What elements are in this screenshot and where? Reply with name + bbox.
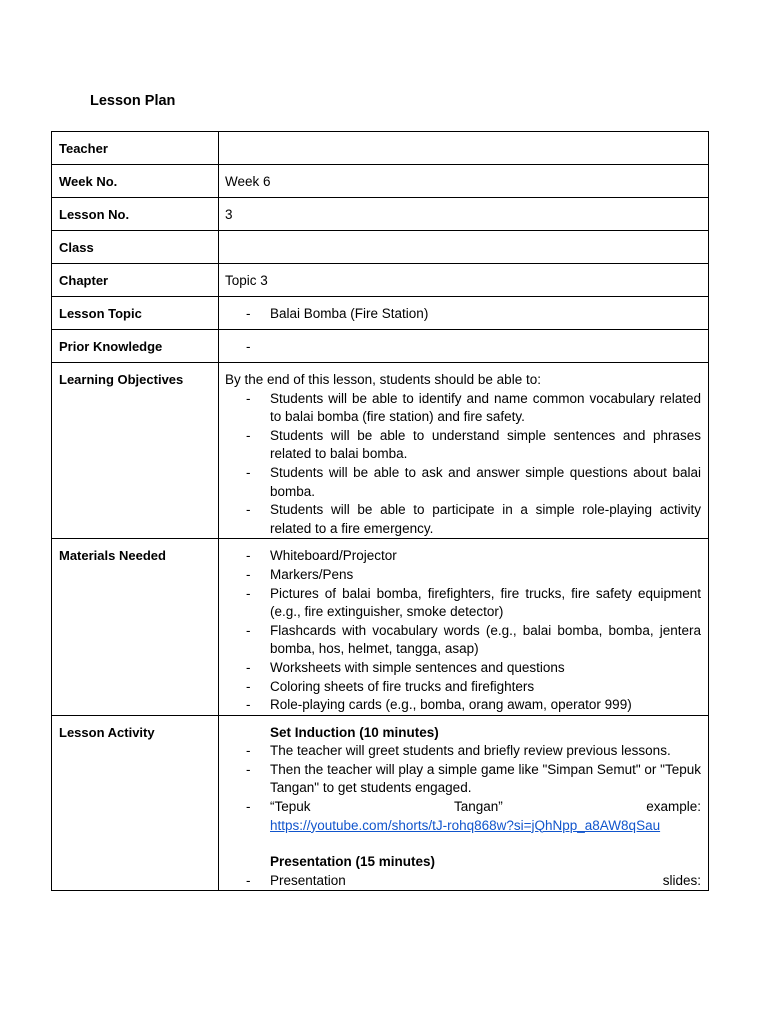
list-item (225, 798, 701, 835)
row-label: Week No. (52, 165, 219, 198)
row-label: Chapter (52, 264, 219, 297)
row-label: Learning Objectives (52, 363, 219, 539)
list-item: - Role-playing cards (e.g., bomba, orang awam, operator 999) (225, 696, 701, 715)
table-row (52, 165, 709, 198)
lesson-no-value: 3 (219, 198, 709, 231)
lesson-plan-table (51, 131, 709, 891)
presentation-word: slides: (662, 872, 701, 888)
materials-value (219, 539, 709, 715)
table-row (52, 231, 709, 264)
list-item: - Flashcards with vocabulary words (e.g., balai bomba, bomba, jentera bomba, hos, helmet, tangga, asap) (225, 622, 701, 659)
table-row (52, 264, 709, 297)
list-item: - Balai Bomba (Fire Station) (225, 305, 701, 324)
table-row (52, 297, 709, 330)
row-label: Lesson Activity (52, 715, 219, 891)
table-row (52, 198, 709, 231)
objectives-value (219, 363, 709, 539)
table-row (52, 715, 709, 891)
example-word: Tangan” (453, 799, 503, 815)
week-value: Week 6 (219, 165, 709, 198)
list-item: - Then the teacher will play a simple game like "Simpan Semut" or "Tepuk Tangan" to get students engaged. (225, 761, 701, 798)
row-label: Lesson Topic (52, 297, 219, 330)
list-item: - Students will be able to ask and answer simple questions about balai bomba. (225, 464, 701, 501)
list-item: - Markers/Pens (225, 566, 701, 585)
prior-value (219, 330, 709, 363)
row-label: Lesson No. (52, 198, 219, 231)
list-item: - Worksheets with simple sentences and questions (225, 659, 701, 678)
row-label: Prior Knowledge (52, 330, 219, 363)
table-row (52, 539, 709, 715)
spacer (225, 835, 701, 853)
list-item: - The teacher will greet students and briefly review previous lessons. (225, 742, 701, 761)
example-word: example: (646, 799, 701, 815)
objectives-intro: By the end of this lesson, students should be able to: (225, 372, 541, 387)
table-row (52, 132, 709, 165)
list-item: - Coloring sheets of fire trucks and firefighters (225, 678, 701, 697)
presentation-heading: Presentation (15 minutes) (270, 854, 436, 870)
row-label: Materials Needed (52, 539, 219, 715)
list-item: - Students will be able to identify and name common vocabulary related to balai bomba (fire station) and fire safety. (225, 390, 701, 427)
topic-value (219, 297, 709, 330)
youtube-link[interactable]: https://youtube.com/shorts/tJ-rohq868w?si=jQhNpp_a8AW8qSau (270, 817, 661, 833)
example-word: - “Tepuk (270, 799, 311, 815)
list-item: - Students will be able to understand simple sentences and phrases related to balai bomba. (225, 427, 701, 464)
page-title: Lesson Plan (90, 93, 176, 109)
set-induction-heading: Set Induction (10 minutes) (270, 724, 439, 740)
list-item: - Students will be able to participate in a simple role-playing activity related to a fire emergency. (225, 501, 701, 538)
list-item: - Whiteboard/Projector (225, 547, 701, 566)
table-row (52, 363, 709, 539)
class-value (219, 231, 709, 264)
example-line (270, 798, 701, 817)
list-item (225, 872, 701, 891)
chapter-value: Topic 3 (219, 264, 709, 297)
presentation-word: - Presentation (270, 872, 346, 888)
activity-value (219, 715, 709, 891)
presentation-line (270, 872, 701, 891)
teacher-value (219, 132, 709, 165)
list-item: - Pictures of balai bomba, firefighters, fire trucks, fire safety equipment (e.g., fire extinguisher, smoke detector) (225, 585, 701, 622)
table-row (52, 330, 709, 363)
row-label: Class (52, 231, 219, 264)
row-label: Teacher (52, 132, 219, 165)
